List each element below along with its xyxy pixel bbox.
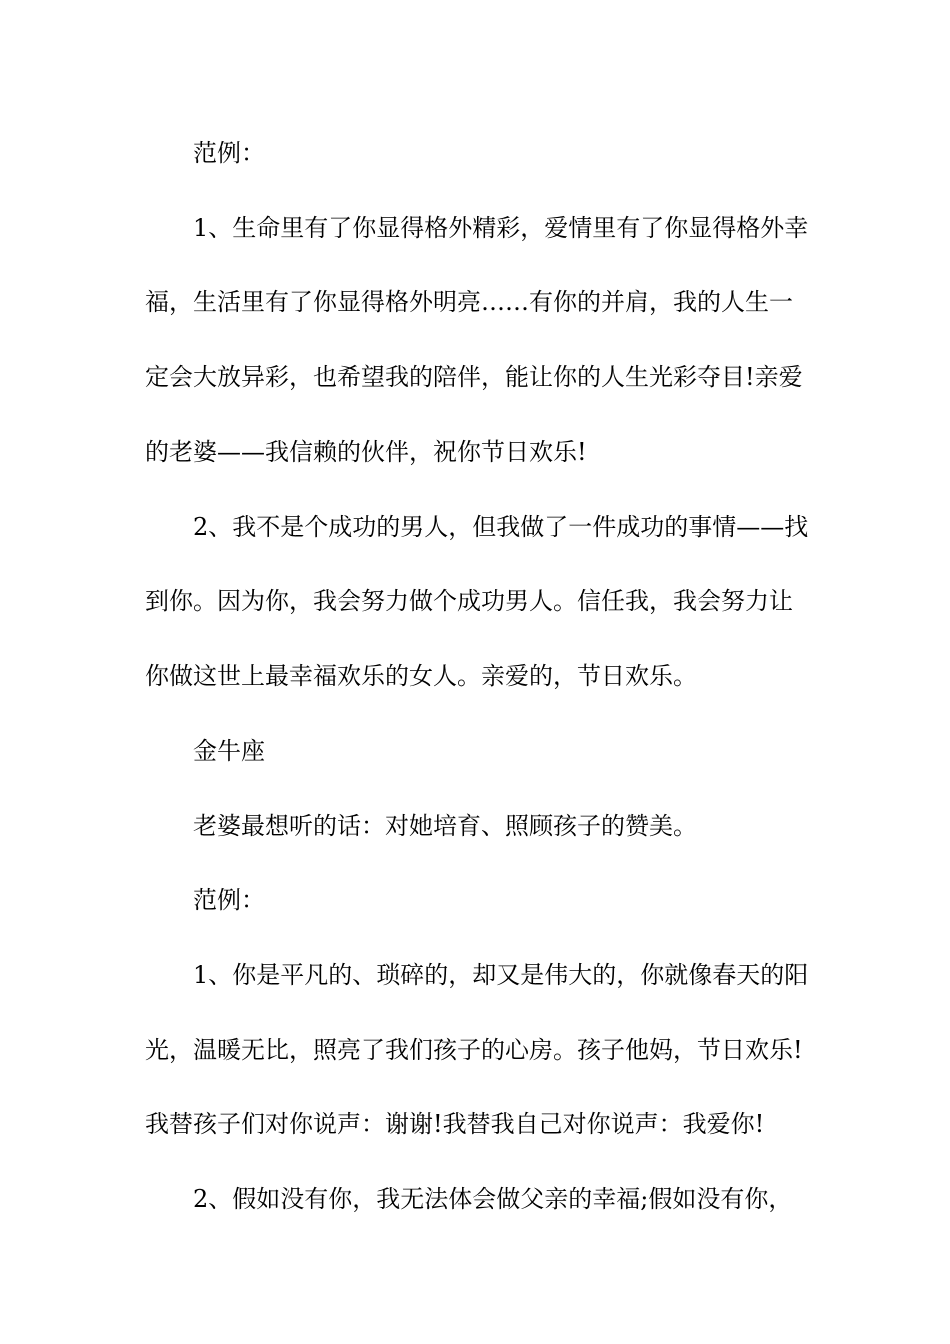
paragraph-line: 光，温暖无比，照亮了我们孩子的心房。孩子他妈，节日欢乐! — [145, 1036, 803, 1064]
paragraph-line: 2、假如没有你，我无法体会做父亲的幸福;假如没有你， — [193, 1185, 793, 1213]
paragraph-line: 1、生命里有了你显得格外精彩，爱情里有了你显得格外幸 — [193, 214, 809, 242]
paragraph-line: 1、你是平凡的、琐碎的，却又是伟大的，你就像春天的阳 — [193, 961, 809, 989]
paragraph-line: 福，生活里有了你显得格外明亮……有你的并肩，我的人生一 — [145, 288, 793, 316]
paragraph-line: 老婆最想听的话：对她培育、照顾孩子的赞美。 — [193, 812, 697, 840]
paragraph-line: 你做这世上最幸福欢乐的女人。亲爱的，节日欢乐。 — [145, 662, 697, 690]
paragraph-line: 到你。因为你，我会努力做个成功男人。信任我，我会努力让 — [145, 587, 793, 615]
paragraph-line: 定会大放异彩，也希望我的陪伴，能让你的人生光彩夺目!亲爱 — [145, 363, 803, 391]
example-heading: 范例： — [193, 139, 265, 167]
example-heading: 范例： — [193, 886, 265, 914]
section-heading: 金牛座 — [193, 737, 265, 765]
paragraph-line: 我替孩子们对你说声：谢谢!我替我自己对你说声：我爱你! — [145, 1110, 765, 1138]
paragraph-line: 的老婆——我信赖的伙伴，祝你节日欢乐! — [145, 438, 587, 466]
paragraph-line: 2、我不是个成功的男人，但我做了一件成功的事情——找 — [193, 513, 809, 541]
